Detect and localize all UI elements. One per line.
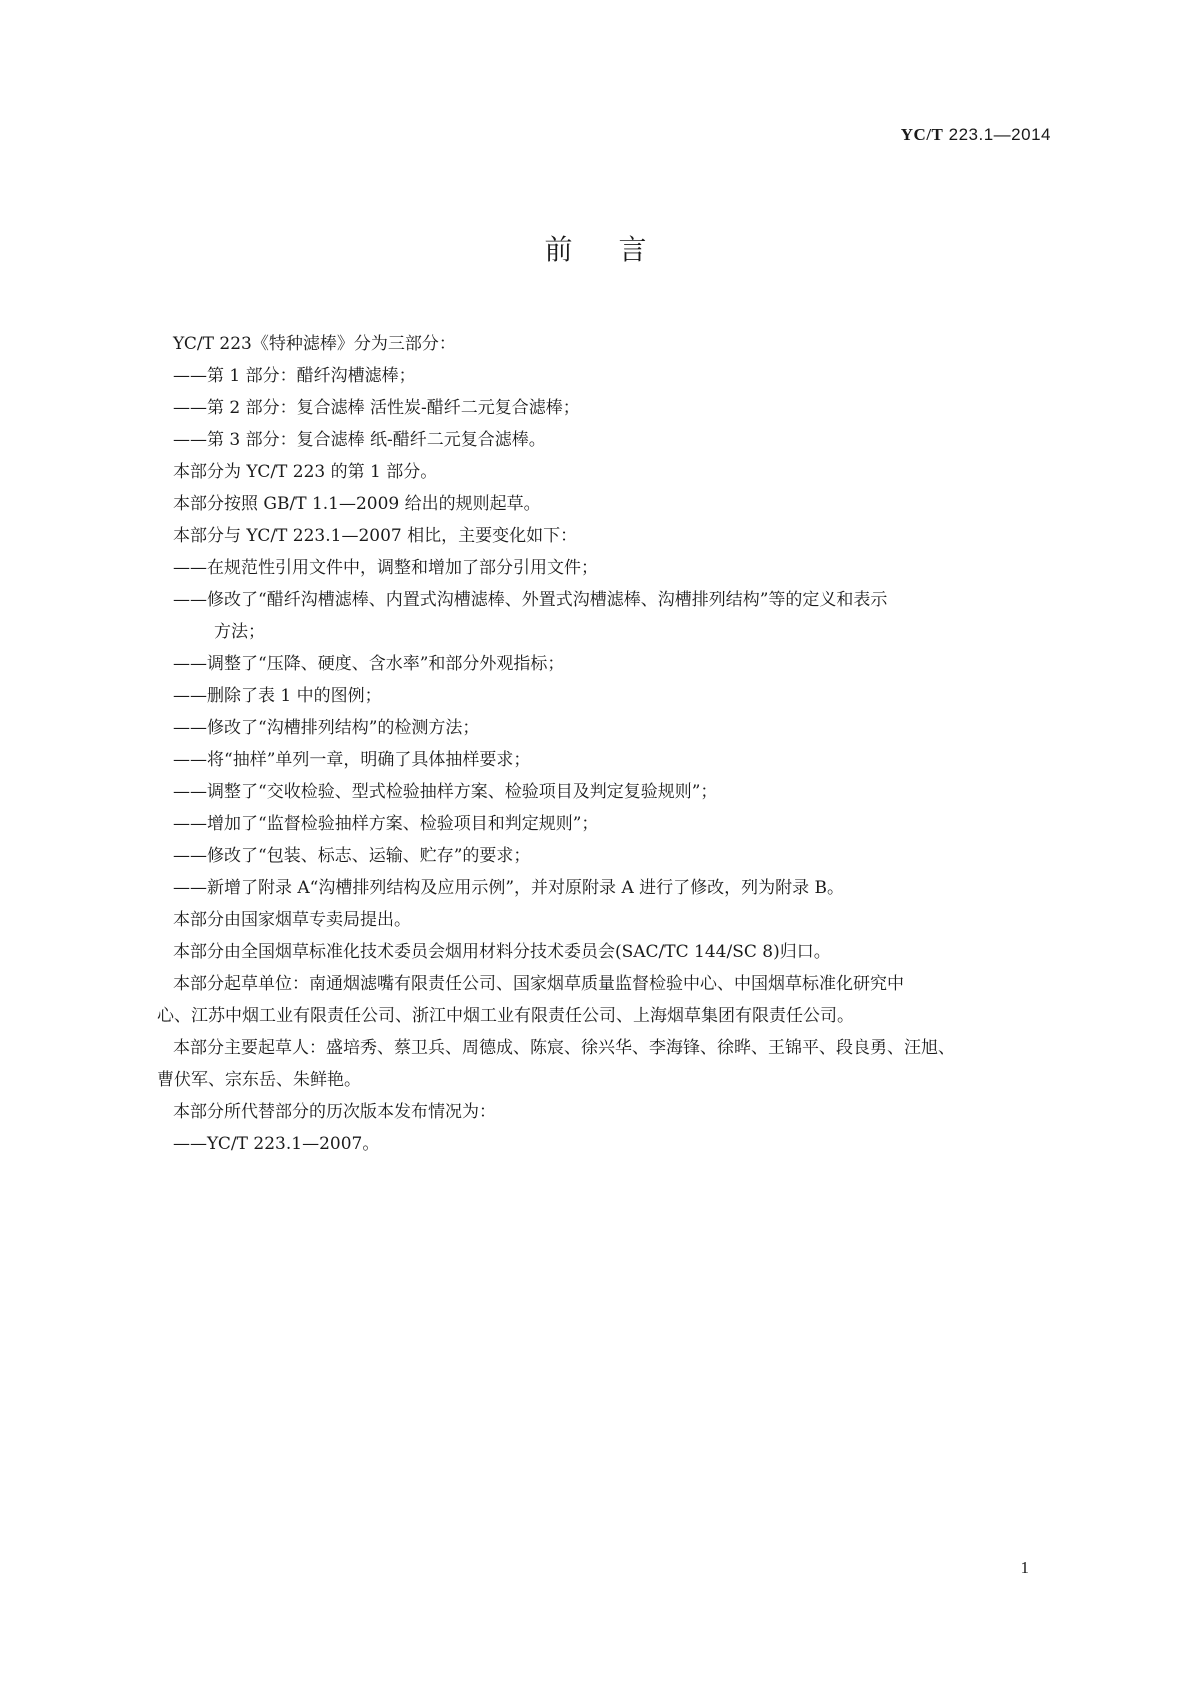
text-line-continuation: 心、江苏中烟工业有限责任公司、浙江中烟工业有限责任公司、上海烟草集团有限责任公司。 (157, 1006, 854, 1026)
text-line: YC/T 223《特种滤棒》分为三部分： (173, 334, 456, 354)
standard-number: 223.1—2014 (948, 125, 1051, 144)
standard-code (901, 125, 1051, 145)
text-line: 本部分主要起草人：盛培秀、蔡卫兵、周德成、陈宸、徐兴华、李海锋、徐晔、王锦平、段良勇、汪旭、 (173, 1038, 955, 1058)
list-item-continuation: 方法； (214, 622, 265, 642)
list-item: ——第 3 部分：复合滤棒 纸-醋纤二元复合滤棒。 (173, 430, 546, 450)
list-item: ——将“抽样”单列一章，明确了具体抽样要求； (173, 750, 531, 770)
list-item: ——修改了“包装、标志、运输、贮存”的要求； (173, 846, 531, 866)
list-item: ——调整了“交收检验、型式检验抽样方案、检验项目及判定复验规则”； (173, 782, 718, 802)
text-line: 本部分由全国烟草标准化技术委员会烟用材料分技术委员会(SAC/TC 144/SC 8)归口。 (173, 942, 831, 962)
page-number: 1 (1020, 1558, 1029, 1577)
list-item: ——增加了“监督检验抽样方案、检验项目和判定规则”； (173, 814, 599, 834)
text-line-continuation: 曹伏军、宗东岳、朱鲜艳。 (157, 1070, 361, 1090)
list-item: ——在规范性引用文件中，调整和增加了部分引用文件； (173, 558, 598, 578)
list-item: ——YC/T 223.1—2007。 (173, 1134, 380, 1154)
text-line: 本部分起草单位：南通烟滤嘴有限责任公司、国家烟草质量监督检验中心、中国烟草标准化研究中 (173, 974, 904, 994)
list-item: ——修改了“醋纤沟槽滤棒、内置式沟槽滤棒、外置式沟槽滤棒、沟槽排列结构”等的定义和表示 (173, 590, 888, 610)
list-item: ——第 2 部分：复合滤棒 活性炭-醋纤二元复合滤棒； (173, 398, 580, 418)
page-title: 前言 (544, 233, 693, 266)
standard-prefix: YC/T (900, 125, 944, 144)
list-item: ——调整了“压降、硬度、含水率”和部分外观指标； (173, 654, 565, 674)
text-line: 本部分所代替部分的历次版本发布情况为： (173, 1102, 496, 1122)
text-line: 本部分与 YC/T 223.1—2007 相比，主要变化如下： (173, 526, 578, 546)
list-item: ——新增了附录 A“沟槽排列结构及应用示例”，并对原附录 A 进行了修改，列为附录 B。 (173, 878, 845, 898)
text-line: 本部分为 YC/T 223 的第 1 部分。 (173, 462, 438, 482)
foreword-body (157, 328, 1053, 1160)
text-line: 本部分由国家烟草专卖局提出。 (173, 910, 411, 930)
list-item: ——第 1 部分：醋纤沟槽滤棒； (173, 366, 416, 386)
text-line: 本部分按照 GB/T 1.1—2009 给出的规则起草。 (173, 494, 541, 514)
list-item: ——修改了“沟槽排列结构”的检测方法； (173, 718, 480, 738)
list-item: ——删除了表 1 中的图例； (173, 686, 382, 706)
